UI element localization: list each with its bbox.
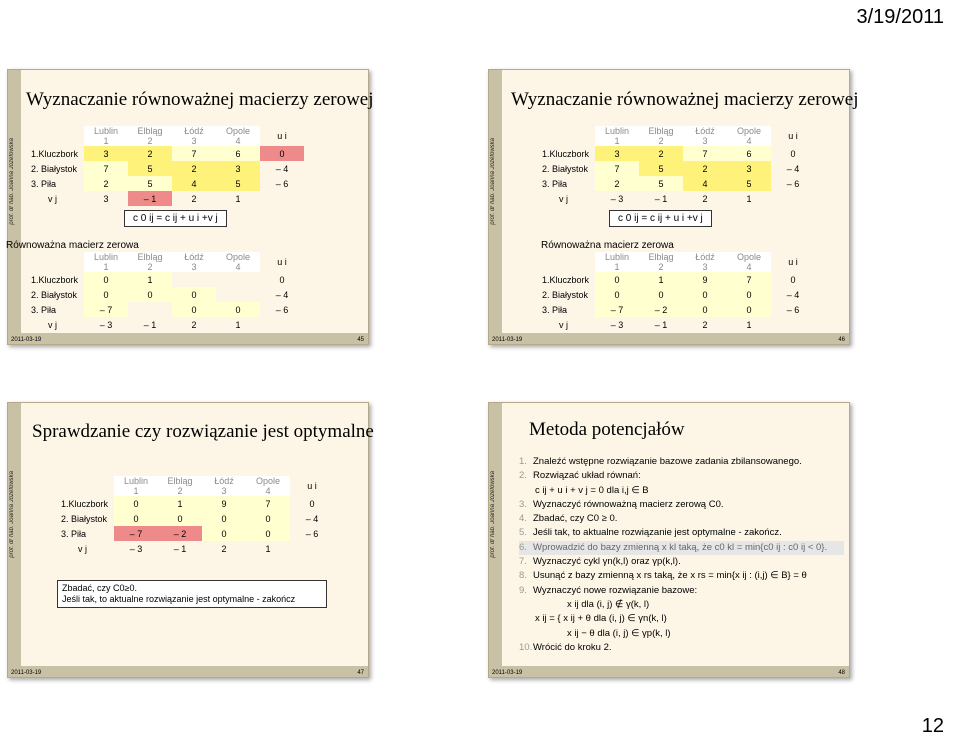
cost-table: Lublin 1 Elbląg 2 Łódź 3 Opole 4 u i 1.Kluczbork 3 2 7 6 0 2. Białystok 7 5 2 3 – 4 3. Piła 2 5 4 5 – 6 v j 3 – 1 2 1 — [28, 126, 304, 206]
slide-sidebar — [489, 70, 502, 333]
slide-48 — [488, 402, 850, 678]
algorithm-steps — [519, 455, 844, 655]
slide-title: Metoda potencjałów — [529, 419, 685, 440]
zero-matrix-table: Lublin 1 Elbląg 2 Łódź 3 Opole 4 u i 1.Kluczbork 0 1 0 2. Białystok 0 0 0 – 4 3. Piła – 7 0 0 – 6 v j – 3 – 1 2 1 — [31, 252, 289, 330]
list-item: 3. Wyznaczyć równoważną macierz zerową C0. — [519, 498, 724, 510]
cost-table: Lublin 1 Elbląg 2 Łódź 3 Opole 4 u i 1.Kluczbork 3 2 7 6 0 2. Białystok 7 5 2 3 – 4 3. Piła 2 5 4 5 – 6 v j – 3 – 1 2 1 — [542, 126, 800, 204]
slide-sidebar — [8, 403, 21, 666]
slide-footer: 2011-03-19 46 — [489, 333, 849, 344]
list-item: 6. Wprowadzić do bazy zmienną x kl taką, że c0 kl = min{c0 ij : c0 ij < 0}. — [519, 541, 844, 555]
slide-47 — [7, 402, 374, 678]
list-item: 7. Wyznaczyć cykl γn(k,l) oraz γp(k,l). — [519, 556, 681, 568]
slide-45 — [6, 69, 374, 345]
slide-46 — [488, 69, 859, 345]
author-label: prof. dr hab. Joanna Józefowska — [490, 471, 496, 558]
slide-footer: 2011-03-19 47 — [8, 666, 368, 677]
list-item: x ij dla (i, j) ∉ γ(k, l) — [567, 598, 650, 610]
list-item: 4. Zbadać, czy C0 ≥ 0. — [519, 513, 618, 525]
list-item: 2. Rozwiązać układ równań: — [519, 470, 641, 482]
formula-box: c 0 ij = c ij + u i +v j — [124, 210, 227, 227]
slide-title: Wyznaczanie równoważnej macierzy zerowej — [511, 89, 859, 110]
slide-footer: 2011-03-19 45 — [8, 333, 368, 344]
page-number: 12 — [921, 715, 944, 737]
equivalent-matrix-label: Równoważna macierz zerowa — [6, 240, 139, 251]
list-item: x ij − θ dla (i, j) ∈ γp(k, l) — [567, 627, 671, 639]
list-item: x ij = { x ij + θ dla (i, j) ∈ γn(k, l) — [535, 613, 667, 625]
list-item: 10.Wrócić do kroku 2. — [519, 641, 612, 653]
list-item: 8. Usunąć z bazy zmienną x rs taką, że x rs = min{x ij : (i,j) ∈ B} = θ — [519, 570, 807, 582]
slide-sidebar — [489, 403, 502, 666]
list-item: c ij + u i + v j = 0 dla i,j ∈ B — [535, 484, 649, 496]
author-label: prof. dr hab. Joanna Józefowska — [9, 471, 15, 558]
author-label: prof. dr hab. Joanna Józefowska — [9, 138, 15, 225]
optimality-note: Zbadać, czy C0≥0. Jeśli tak, to aktualne rozwiązanie jest optymalne - zakończ — [57, 580, 327, 608]
slide-title: Wyznaczanie równoważnej macierzy zerowej — [26, 89, 374, 110]
slide-footer: 2011-03-19 48 — [489, 666, 849, 677]
list-item: 9. Wyznaczyć nowe rozwiązanie bazowe: — [519, 584, 698, 596]
slide-sidebar — [8, 70, 21, 333]
equivalent-matrix-label: Równoważna macierz zerowa — [541, 240, 674, 251]
author-label: prof. dr hab. Joanna Józefowska — [490, 138, 496, 225]
list-item: 5. Jeśli tak, to aktualne rozwiązanie jest optymalne - zakończ. — [519, 527, 782, 539]
zero-matrix-table: Lublin 1 Elbląg 2 Łódź 3 Opole 4 u i 1.Kluczbork 0 1 9 7 0 2. Białystok 0 0 0 0 – 4 3. Piła – 7 – 2 0 0 – 6 v j – 3 – 1 2 1 — [542, 252, 800, 330]
slide-title: Sprawdzanie czy rozwiązanie jest optymalne — [32, 421, 374, 442]
list-item: 1. Znaleźć wstępne rozwiązanie bazowe zadania zbilansowanego. — [519, 456, 802, 467]
formula-box: c 0 ij = c ij + u i +v j — [609, 210, 712, 227]
header-date: 3/19/2011 — [856, 6, 944, 28]
zero-matrix-table: Lublin 1 Elbląg 2 Łódź 3 Opole 4 u i 1.Kluczbork 0 1 9 7 0 2. Białystok 0 0 0 0 – 4 3. Piła – 7 – 2 0 0 – 6 v j – 3 – 1 2 1 — [61, 476, 319, 554]
